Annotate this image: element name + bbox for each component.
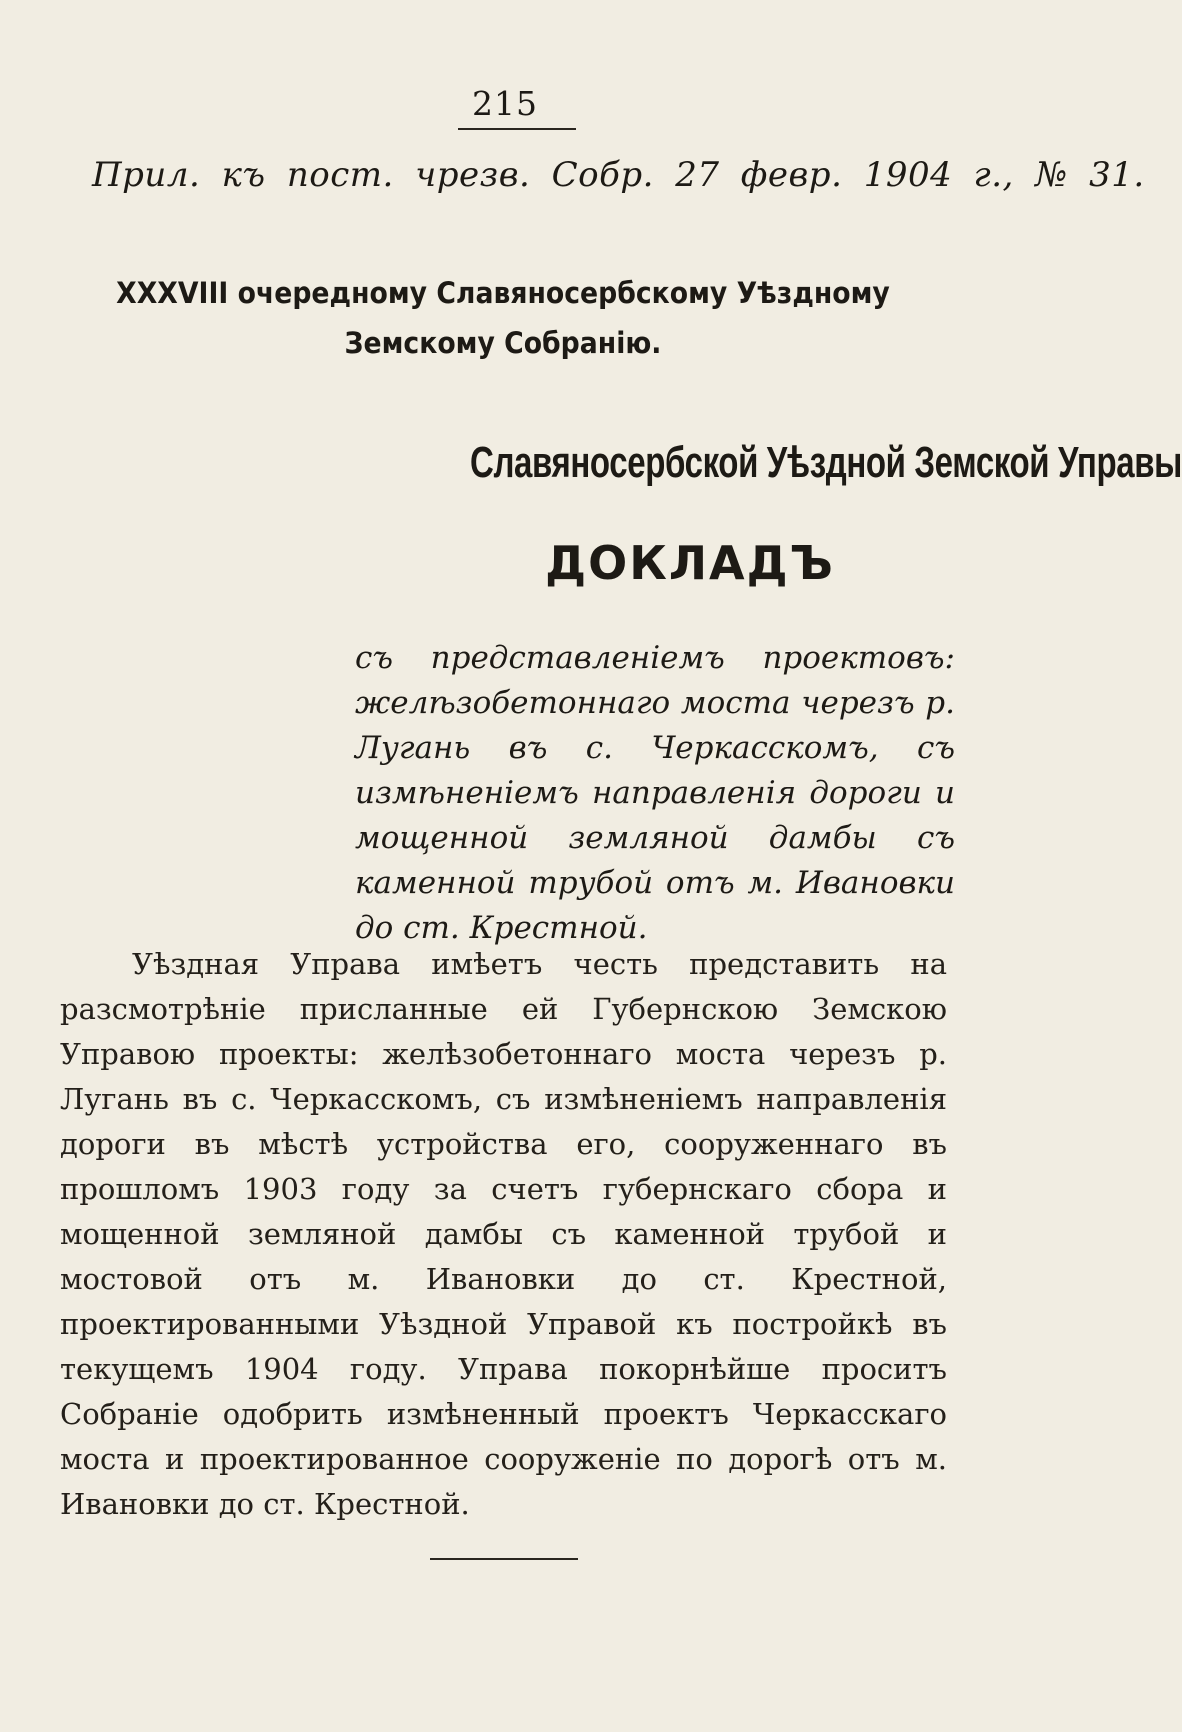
report-subject: съ представленіемъ проектовъ: желѣзобетоннаго моста черезъ р. Лугань въ с. Черкасскомъ, съ измѣненіемъ направленія дороги и мощенной земляной дамбы съ каменной трубой отъ м. Ивановки до ст. Крестной.	[355, 640, 955, 946]
body-paragraph: Уѣздная Управа имѣетъ честь представить на разсмотрѣніе присланные ей Губернскою Земскою Управою проекты: желѣзобетоннаго моста черезъ р. Лугань въ с. Черкасскомъ, съ измѣненіемъ направленія дороги въ мѣстѣ устройства его, сооруженнаго въ прошломъ 1903 году за счетъ губернскаго сбора и мощенной земляной дамбы съ каменной трубой и мостовой отъ м. Ивановки до ст. Крестной, проектированными Уѣздной Управой къ постройкѣ въ текущемъ 1904 году. Управа покорнѣйше проситъ Собраніе одобрить измѣненный проектъ Черкасскаго моста и проектированное сооруженіе по дорогѣ отъ м. Ивановки до ст. Крестной.	[60, 947, 947, 1521]
board-name-heading: Славяносербской Уѣздной Земской Управы	[470, 438, 1182, 487]
top-divider	[458, 128, 576, 130]
addressee-heading: XXXVIII очередному Славяносербскому Уѣздному Земскому Собранію.	[116, 276, 890, 360]
document-title: ДОКЛАДЪ	[545, 536, 835, 590]
bottom-divider	[430, 1558, 578, 1560]
attachment-reference: Прил. къ пост. чрезв. Собр. 27 февр. 1904 г., № 31.	[92, 155, 1145, 195]
page-number: 215	[472, 84, 538, 123]
